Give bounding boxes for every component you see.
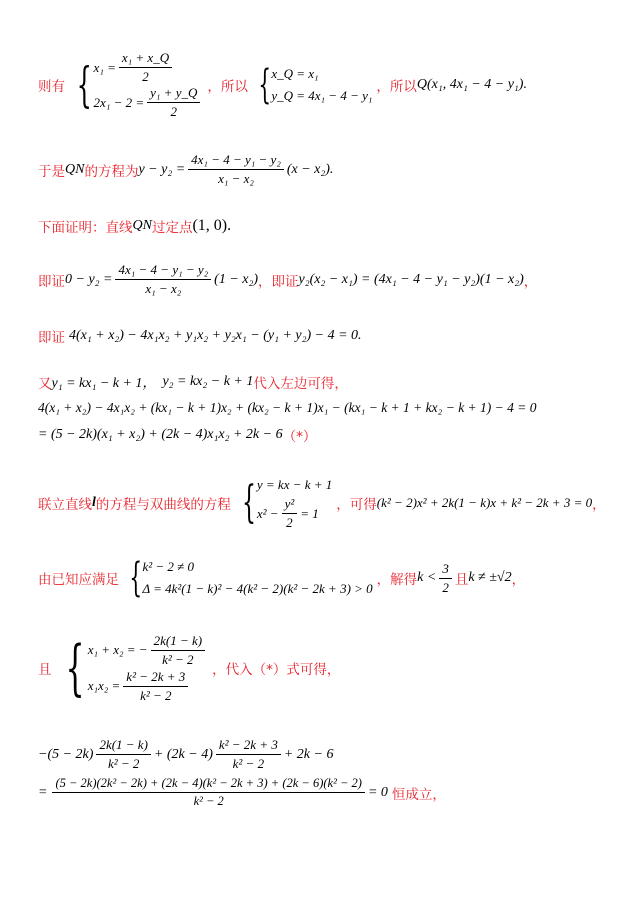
system-4: { k² − 2 ≠ 0 Δ = 4k²(1 − k)² − 4(k² − 2)(k² − 2k + 3) > 0	[129, 555, 373, 601]
line-2: 于是 QN 的方程为 y − y₂ = $\frac{\text{4x₁ − 4 − y₁ − y₂}}{\text{x₁ − x₂}}$ (x − x₂).	[38, 152, 334, 186]
system-1: { x₁ = $\frac{\text{x₁ + x\_Q}}{2}$ 2x₁ − 2 = $\frac{\text{y₁ + y\_Q}}{2}$	[69, 50, 203, 120]
line-6: 又 y₁ = kx₁ − k + 1， y₂ = kx₂ − k + 1 代入左边可得，	[38, 374, 348, 392]
system-5: { x₁ + x₂ = − $\frac{2k(1 - k)}{\text{k² − 2}}$ x₁x₂ = $\frac{\text{k² − 2k + 3}}{\text{k² − 2}}$	[56, 632, 209, 704]
line-3: 下面证明：直线 QN 过定点 (1, 0).	[38, 217, 232, 236]
line-5: 即证 4(x₁ + x₂) − 4x₁x₂ + y₁x₂ + y₂x₁ − (y₁ + y₂) − 4 = 0.	[38, 328, 362, 346]
text-zeyou: 则有	[38, 79, 65, 95]
line-10: 由已知应满足 { k² − 2 ≠ 0 Δ = 4k²(1 − k)² − 4(k² − 2)(k² − 2k + 3) > 0 ，解得 k < $\frac{3}{2}$ 且 k ≠ ±√2 ，	[38, 555, 526, 601]
system-2: { x_Q = x₁ y_Q = 4x₁ − 4 − y₁	[258, 62, 373, 108]
system-3: { y = kx − k + 1 x² − $\frac{\text{y²}}{2}$ = 1	[241, 476, 333, 530]
line-8: = (5 − 2k)(x₁ + x₂) + (2k − 4)x₁x₂ + 2k − 6 （*）	[38, 427, 317, 445]
line-12: −(5 − 2k) $\frac{2k(1 - k)}{\text{k² − 2}}$ + (2k − 4) $\frac{\text{k² − 2k + 3}}{\text{k² − 2}}$ + 2k − 6	[38, 737, 334, 771]
line-4: 即证 0 − y₂ = $\frac{\text{4x₁ − 4 − y₁ − y₂}}{\text{x₁ − x₂}}$ (1 − x₂) ，即证 y₂(x₂ − x₁) = (4x₁ − 4 − y₁ − y₂)(1 − x₂) ，	[38, 262, 538, 296]
line-1: 则有 { x₁ = $\frac{\text{x₁ + x\_Q}}{2}$ 2x₁ − 2 = $\frac{\text{y₁ + y\_Q}}{2}$ ，所以 { x_Q = x₁ y_Q = 4x₁ − 4 − y₁ ，所以 Q(x₁, 4x₁ − 4 − y₁).	[38, 50, 527, 119]
line-9: 联立直线 l 的方程与双曲线的方程 { y = kx − k + 1 x² − $\frac{\text{y²}}{2}$ = 1 ，可得 (k² − 2)x² + 2k(1 − k)x + k² − 2k + 3 = 0 ，	[38, 474, 606, 531]
line-11: 且 { x₁ + x₂ = − $\frac{2k(1 - k)}{\text{k² − 2}}$ x₁x₂ = $\frac{\text{k² − 2k + 3}}{\text{k² − 2}}$ ，代入（*）式可得，	[38, 632, 341, 703]
line-13: = (5 − 2k)(2k² − 2k) + (2k − 4)(k² − 2k + 3) + (2k − 6)(k² − 2) k² − 2 = 0 恒成立，	[38, 776, 446, 808]
line-7: 4(x₁ + x₂) − 4x₁x₂ + (kx₁ − k + 1)x₂ + (kx₂ − k + 1)x₁ − (kx₁ − k + 1 + kx₂ − k + 1) − 4 = 0	[38, 400, 537, 415]
